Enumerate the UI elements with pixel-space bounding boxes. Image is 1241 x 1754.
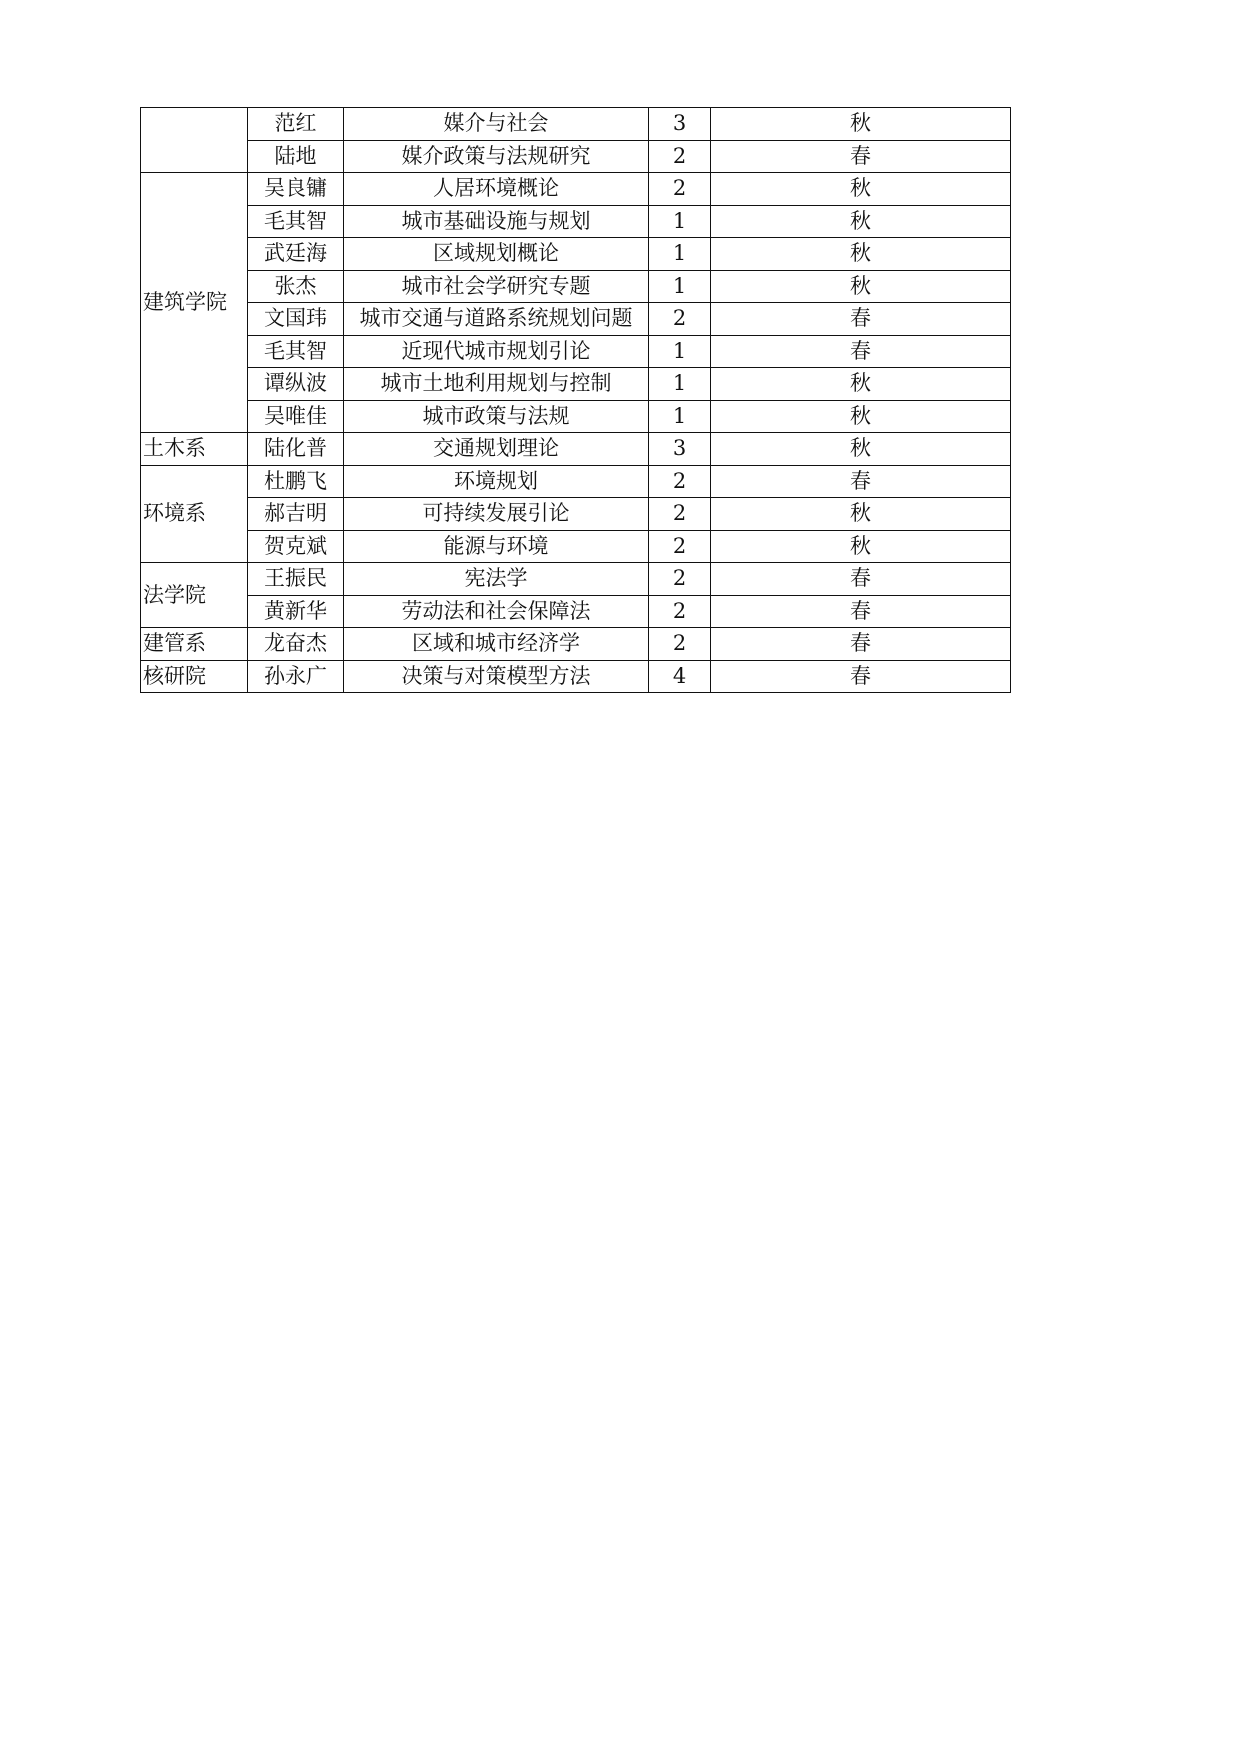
term-cell: 秋 (711, 368, 1011, 401)
course-table (140, 107, 1011, 693)
teacher-cell: 黄新华 (248, 595, 344, 628)
table-row (141, 205, 1011, 238)
teacher-cell: 文国玮 (248, 303, 344, 336)
course-cell: 可持续发展引论 (344, 498, 649, 531)
credits-cell: 1 (649, 335, 711, 368)
course-cell: 城市土地利用规划与控制 (344, 368, 649, 401)
term-cell: 春 (711, 140, 1011, 173)
teacher-cell: 孙永广 (248, 660, 344, 693)
table-row (141, 660, 1011, 693)
term-cell: 春 (711, 465, 1011, 498)
course-cell: 城市交通与道路系统规划问题 (344, 303, 649, 336)
term-cell: 秋 (711, 108, 1011, 141)
term-cell: 春 (711, 335, 1011, 368)
term-cell: 秋 (711, 498, 1011, 531)
table-row (141, 238, 1011, 271)
teacher-cell: 毛其智 (248, 205, 344, 238)
course-cell: 宪法学 (344, 563, 649, 596)
teacher-cell: 张杰 (248, 270, 344, 303)
course-cell: 城市社会学研究专题 (344, 270, 649, 303)
credits-cell: 3 (649, 108, 711, 141)
course-cell: 人居环境概论 (344, 173, 649, 206)
course-cell: 环境规划 (344, 465, 649, 498)
credits-cell: 2 (649, 140, 711, 173)
table-row (141, 595, 1011, 628)
credits-cell: 2 (649, 303, 711, 336)
credits-cell: 2 (649, 498, 711, 531)
course-cell: 能源与环境 (344, 530, 649, 563)
table-row (141, 498, 1011, 531)
credits-cell: 4 (649, 660, 711, 693)
credits-cell: 2 (649, 628, 711, 661)
term-cell: 秋 (711, 270, 1011, 303)
term-cell: 秋 (711, 173, 1011, 206)
teacher-cell: 龙奋杰 (248, 628, 344, 661)
teacher-cell: 陆化普 (248, 433, 344, 466)
term-cell: 春 (711, 563, 1011, 596)
credits-cell: 2 (649, 563, 711, 596)
teacher-cell: 王振民 (248, 563, 344, 596)
table-row (141, 465, 1011, 498)
term-cell: 秋 (711, 205, 1011, 238)
course-cell: 区域和城市经济学 (344, 628, 649, 661)
course-cell: 城市政策与法规 (344, 400, 649, 433)
teacher-cell: 贺克斌 (248, 530, 344, 563)
department-cell: 核研院 (141, 660, 248, 693)
course-cell: 决策与对策模型方法 (344, 660, 649, 693)
term-cell: 秋 (711, 433, 1011, 466)
course-cell: 交通规划理论 (344, 433, 649, 466)
credits-cell: 1 (649, 270, 711, 303)
table-row (141, 108, 1011, 141)
term-cell: 春 (711, 303, 1011, 336)
table-row (141, 303, 1011, 336)
department-cell: 建筑学院 (141, 173, 248, 433)
table-row (141, 173, 1011, 206)
term-cell: 春 (711, 660, 1011, 693)
department-cell (141, 108, 248, 173)
course-cell: 媒介政策与法规研究 (344, 140, 649, 173)
table-row (141, 368, 1011, 401)
credits-cell: 1 (649, 368, 711, 401)
term-cell: 秋 (711, 238, 1011, 271)
table-row (141, 335, 1011, 368)
department-cell: 建管系 (141, 628, 248, 661)
teacher-cell: 杜鹏飞 (248, 465, 344, 498)
course-cell: 近现代城市规划引论 (344, 335, 649, 368)
course-cell: 媒介与社会 (344, 108, 649, 141)
course-cell: 劳动法和社会保障法 (344, 595, 649, 628)
credits-cell: 1 (649, 400, 711, 433)
table-row (141, 563, 1011, 596)
course-table-body (141, 108, 1011, 693)
table-row (141, 530, 1011, 563)
table-row (141, 433, 1011, 466)
teacher-cell: 吴良镛 (248, 173, 344, 206)
table-row (141, 140, 1011, 173)
credits-cell: 2 (649, 530, 711, 563)
teacher-cell: 毛其智 (248, 335, 344, 368)
term-cell: 秋 (711, 400, 1011, 433)
term-cell: 春 (711, 628, 1011, 661)
table-row (141, 400, 1011, 433)
term-cell: 春 (711, 595, 1011, 628)
department-cell: 法学院 (141, 563, 248, 628)
teacher-cell: 范红 (248, 108, 344, 141)
teacher-cell: 陆地 (248, 140, 344, 173)
credits-cell: 3 (649, 433, 711, 466)
term-cell: 秋 (711, 530, 1011, 563)
teacher-cell: 郝吉明 (248, 498, 344, 531)
credits-cell: 2 (649, 595, 711, 628)
teacher-cell: 武廷海 (248, 238, 344, 271)
table-row (141, 270, 1011, 303)
table-row (141, 628, 1011, 661)
credits-cell: 2 (649, 465, 711, 498)
credits-cell: 1 (649, 238, 711, 271)
department-cell: 环境系 (141, 465, 248, 563)
course-cell: 区域规划概论 (344, 238, 649, 271)
teacher-cell: 谭纵波 (248, 368, 344, 401)
course-cell: 城市基础设施与规划 (344, 205, 649, 238)
teacher-cell: 吴唯佳 (248, 400, 344, 433)
credits-cell: 1 (649, 205, 711, 238)
department-cell: 土木系 (141, 433, 248, 466)
credits-cell: 2 (649, 173, 711, 206)
